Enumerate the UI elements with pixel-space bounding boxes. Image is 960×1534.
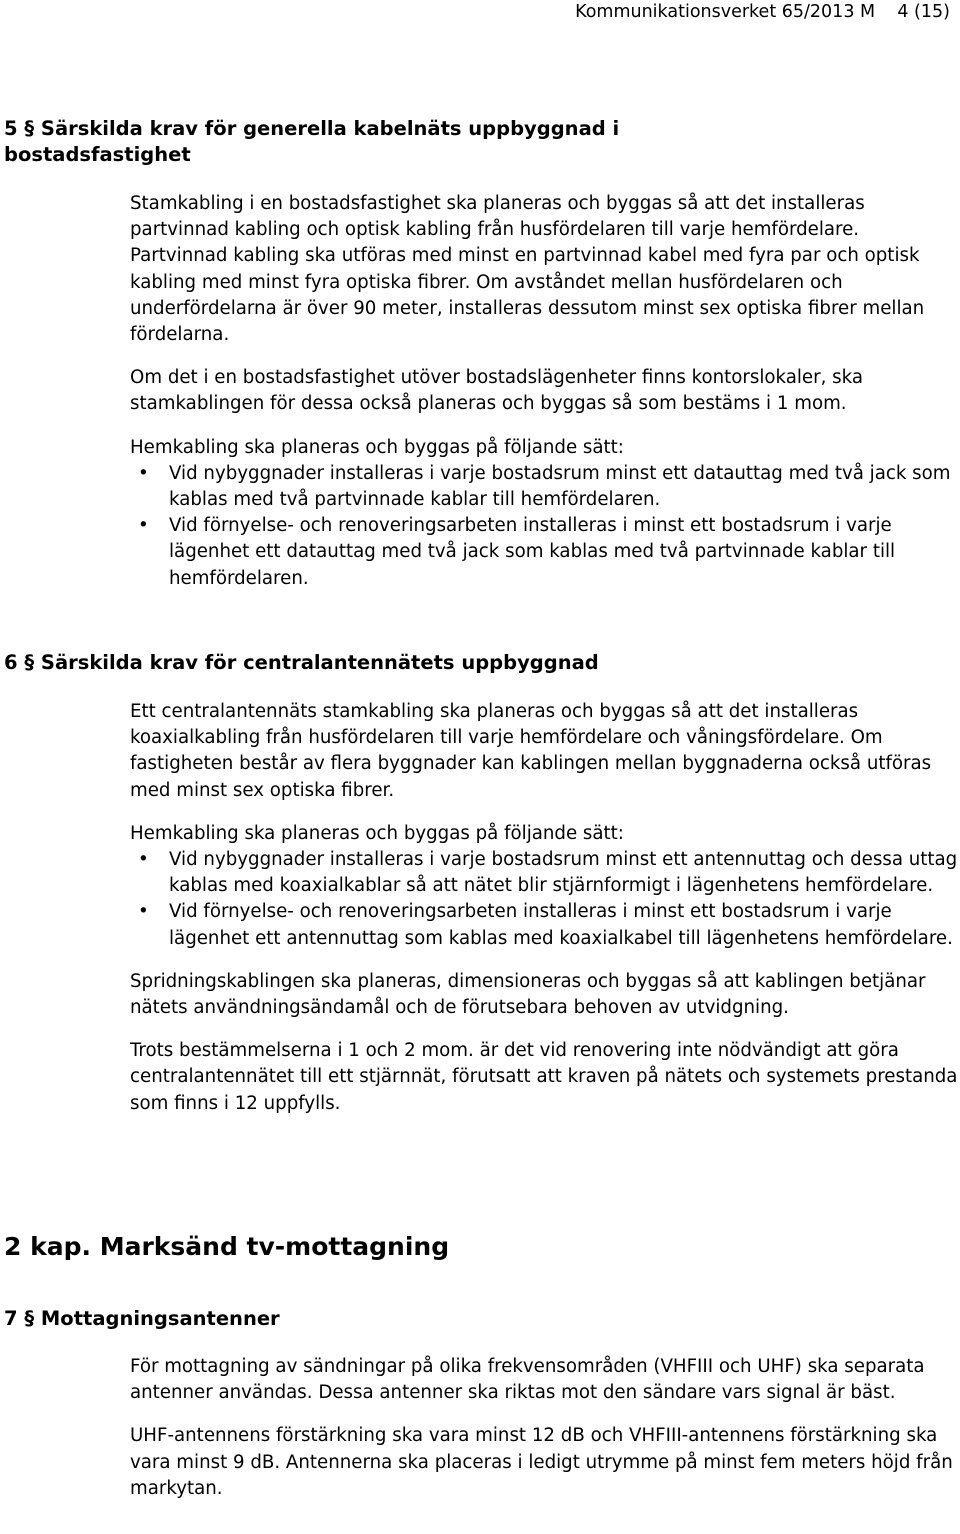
section-7-paragraph-2: UHF-antennens förstärkning ska vara minst 12 dB och VHFIII-antennens förstärkning ska vara minst 9 dB. Antennerna ska placeras i ledigt utrymme på minst fem meters höjd från markytan. bbox=[130, 1425, 953, 1499]
section-5-paragraph-3-intro: Hemkabling ska planeras och byggas på följande sätt: bbox=[130, 436, 624, 458]
list-item bbox=[138, 461, 958, 513]
section-5-heading-line2: bostadsfastighet bbox=[4, 143, 191, 166]
section-6-paragraph-2-intro: Hemkabling ska planeras och byggas på följande sätt: bbox=[130, 822, 624, 844]
chapter-2-heading: 2 kap. Marksänd tv-mottagning bbox=[4, 1232, 450, 1261]
bullet-text: Vid förnyelse- och renoveringsarbeten installeras i minst ett bostadsrum i varje lägenhet ett datauttag med två jack som kablas med två partvinnade kablar till hemfördelaren. bbox=[169, 515, 896, 589]
section-5-heading-line1: 5 § Särskilda krav för generella kabelnäts uppbyggnad i bbox=[4, 117, 620, 140]
page-header: Kommunikationsverket 65/2013 M 4 (15) bbox=[575, 2, 950, 22]
list-item bbox=[138, 847, 958, 899]
section-5-paragraph-2: Om det i en bostadsfastighet utöver bostadslägenheter finns kontorslokaler, ska stamkablingen för dessa också planeras och byggas så som bestäms i 1 mom. bbox=[130, 367, 863, 415]
section-7-heading: 7 § Mottagningsantenner bbox=[4, 1307, 280, 1330]
bullet-text: Vid nybyggnader installeras i varje bostadsrum minst ett datauttag med två jack som kablas med två partvinnade kablar till hemfördelaren. bbox=[169, 462, 951, 511]
list-item bbox=[138, 899, 958, 951]
section-7-paragraph-1: För mottagning av sändningar på olika frekvensområden (VHFIII och UHF) ska separata antenner användas. Dessa antenner ska riktas mot den sändare vars signal är bäst. bbox=[130, 1356, 925, 1404]
section-5-bullet-list bbox=[130, 461, 958, 592]
section-6-paragraph-3: Spridningskablingen ska planeras, dimensioneras och byggas så att kablingen betjänar nätets användningsändamål och de förutsebara behoven av utvidgning. bbox=[130, 970, 926, 1019]
section-7-body bbox=[130, 1354, 958, 1502]
bullet-icon: • bbox=[138, 901, 149, 923]
section-5-heading bbox=[4, 116, 619, 168]
section-6-paragraph-4: Trots bestämmelserna i 1 och 2 mom. är det vid renovering inte nödvändigt att göra centralantennätet till ett stjärnnät, förutsatt att kraven på nätets och systemets prestanda som finns i 12 uppfylls. bbox=[130, 1040, 958, 1114]
section-6-body bbox=[130, 699, 958, 1117]
section-5-paragraph-1: Stamkabling i en bostadsfastighet ska planeras och byggas så att det installeras partvinnad kabling och optisk kabling från husfördelaren till varje hemfördelare. Partvinnad kabling ska utföras med minst en partvinnad kabel med fyra par och optisk kabling med minst fyra optiska fibrer. Om avståndet mellan husfördelaren och underfördelarna är över 90 meter, installeras dessutom minst sex optiska fibrer mellan fördelarna. bbox=[130, 193, 925, 346]
bullet-text: Vid förnyelse- och renoveringsarbeten installeras i minst ett bostadsrum i varje lägenhet ett antennuttag som kablas med koaxialkabel till lägenhetens hemfördelare. bbox=[169, 901, 953, 949]
section-6-heading: 6 § Särskilda krav för centralantennätets uppbyggnad bbox=[4, 651, 599, 674]
bullet-text: Vid nybyggnader installeras i varje bostadsrum minst ett antennuttag och dessa uttag kablas med koaxialkablar så att nätet blir stjärnformigt i lägenhetens hemfördelare. bbox=[169, 849, 958, 897]
list-item bbox=[138, 513, 958, 592]
bullet-icon: • bbox=[138, 515, 149, 537]
bullet-icon: • bbox=[138, 462, 149, 484]
section-6-paragraph-1: Ett centralantennäts stamkabling ska planeras och byggas så att det installeras koaxialkabling från husfördelaren till varje hemfördelare och våningsfördelare. Om fastigheten består av flera byggnader kan kablingen mellan byggnaderna också utföras med minst sex optiska fibrer. bbox=[130, 701, 932, 801]
section-5-body bbox=[130, 191, 958, 592]
section-6-bullet-list bbox=[130, 847, 958, 952]
bullet-icon: • bbox=[138, 849, 149, 871]
